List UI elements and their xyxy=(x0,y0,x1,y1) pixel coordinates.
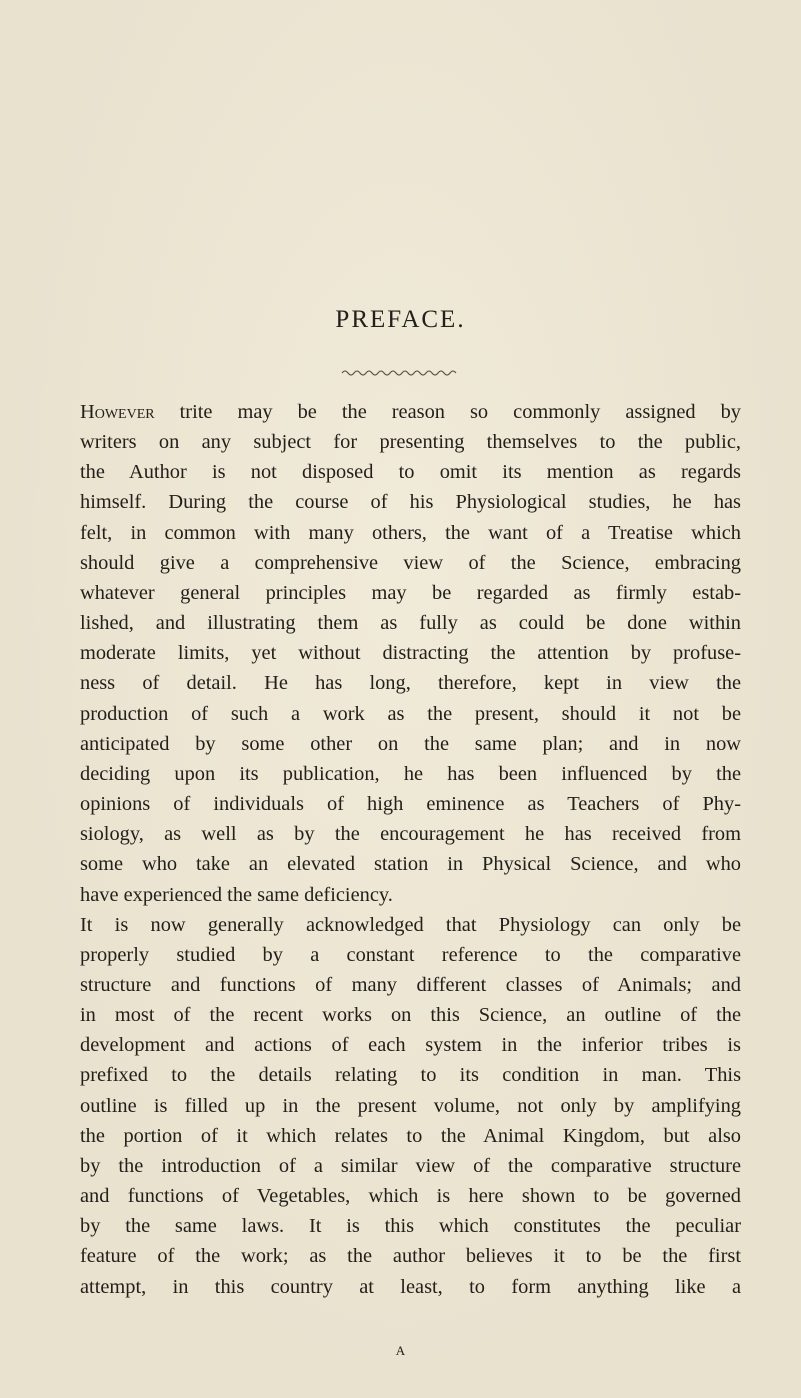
text-line: deciding upon its publication, he has been influenced by the xyxy=(80,762,741,785)
paragraph-2 xyxy=(80,910,741,1302)
text-line: feature of the work; as the author believes it to be the first xyxy=(80,1245,741,1268)
text-line: the portion of it which relates to the Animal Kingdom, but also xyxy=(80,1124,741,1147)
wavy-rule-ornament xyxy=(340,366,460,380)
text-line: opinions of individuals of high eminence as Teachers of Phy- xyxy=(80,793,741,816)
text-line: prefixed to the details relating to its condition in man. This xyxy=(80,1064,741,1087)
text-line: outline is filled up in the present volume, not only by amplifying xyxy=(80,1094,741,1117)
text-line: structure and functions of many different classes of Animals; and xyxy=(80,973,741,996)
text-line: by the introduction of a similar view of the comparative structure xyxy=(80,1154,741,1177)
text-line: ness of detail. He has long, therefore, kept in view the xyxy=(80,672,741,695)
preface-text xyxy=(80,397,741,1302)
page-title: PREFACE. xyxy=(335,306,466,333)
text-line: production of such a work as the present, should it not be xyxy=(80,702,741,725)
signature-mark: A xyxy=(395,1343,406,1358)
text-line: However trite may be the reason so commonly assigned by xyxy=(80,401,741,423)
text-line: properly studied by a constant reference to the comparative xyxy=(80,943,741,966)
text-line: should give a comprehensive view of the Science, embracing xyxy=(80,551,741,574)
text-line: by the same laws. It is this which constitutes the peculiar xyxy=(80,1215,741,1238)
text-line: felt, in common with many others, the want of a Treatise which xyxy=(80,521,741,544)
text-line: some who take an elevated station in Physical Science, and who xyxy=(80,853,741,876)
text-line: and functions of Vegetables, which is here shown to be governed xyxy=(80,1185,741,1208)
text-line: have experienced the same deficiency. xyxy=(80,883,393,906)
text-line: It is now generally acknowledged that Physiology can only be xyxy=(80,913,741,936)
text-line: writers on any subject for presenting themselves to the public, xyxy=(80,431,741,454)
text-line: moderate limits, yet without distracting the attention by profuse- xyxy=(80,642,741,665)
text-line: himself. During the course of his Physiological studies, he has xyxy=(80,491,741,514)
text-line: whatever general principles may be regarded as firmly estab- xyxy=(80,581,741,604)
text-line: in most of the recent works on this Science, an outline of the xyxy=(80,1004,741,1027)
opening-word: However xyxy=(80,401,155,423)
text-line: attempt, in this country at least, to form anything like a xyxy=(80,1275,741,1298)
text-line: development and actions of each system in the inferior tribes is xyxy=(80,1034,741,1057)
text-line: anticipated by some other on the same plan; and in now xyxy=(80,732,741,755)
text-line: lished, and illustrating them as fully as could be done within xyxy=(80,612,741,635)
text-line: the Author is not disposed to omit its mention as regards xyxy=(80,461,741,484)
text-line: siology, as well as by the encouragement he has received from xyxy=(80,823,741,846)
paragraph-1 xyxy=(80,397,741,910)
